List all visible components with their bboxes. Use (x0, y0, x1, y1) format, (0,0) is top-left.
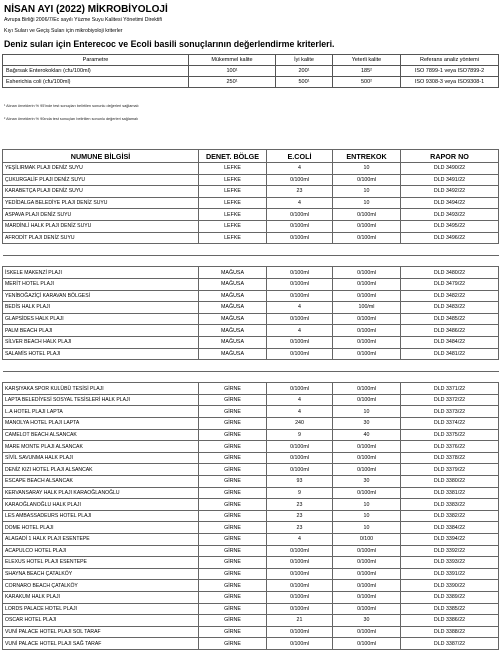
group-spacer-row (3, 255, 499, 267)
ecoli-cell: 0/100ml (267, 290, 333, 302)
results-row (3, 302, 499, 314)
report-no-cell: DLD 3495/22 (401, 220, 499, 232)
report-no-cell: DLD 3481/22 (401, 348, 499, 360)
region-cell: LEFKE (199, 197, 267, 209)
sample-name-cell: OSCAR HOTEL PLAJI (3, 615, 199, 627)
spacer-cell (333, 371, 401, 383)
spacer-cell (3, 360, 199, 372)
sample-name-cell: YEDİDALGA BELEDİYE PLAJI DENİZ SUYU (3, 197, 199, 209)
enterococcus-cell: 0/100ml (333, 290, 401, 302)
good-cell: 200¹ (276, 66, 333, 77)
spacer-cell (267, 255, 333, 267)
region-cell: LEFKE (199, 163, 267, 175)
report-no-cell: DLD 3486/22 (401, 325, 499, 337)
results-row (3, 278, 499, 290)
sample-name-cell: L.A HOTEL PLAJI LAPTA (3, 406, 199, 418)
sample-name-cell: MERİT HOTEL PLAJI (3, 278, 199, 290)
report-no-cell: DLD 3371/22 (401, 383, 499, 395)
ecoli-cell: 23 (267, 522, 333, 534)
report-no-cell: DLD 3385/22 (401, 603, 499, 615)
enterococcus-cell: 0/100ml (333, 278, 401, 290)
report-no-cell: DLD 3392/22 (401, 545, 499, 557)
results-row (3, 476, 499, 488)
results-row (3, 557, 499, 569)
region-cell: GİRNE (199, 615, 267, 627)
region-cell: GİRNE (199, 603, 267, 615)
spacer-cell (267, 371, 333, 383)
region-cell: GİRNE (199, 452, 267, 464)
footnote-95: ¹ Alınan örneklerin % 95'inde test sonuçları belirtilen sonunlu değerleri sağlamalı (4, 104, 139, 108)
ecoli-cell: 4 (267, 163, 333, 175)
report-no-cell: DLD 3390/22 (401, 580, 499, 592)
results-row (3, 545, 499, 557)
ecoli-cell: 0/100ml (267, 580, 333, 592)
sample-name-cell: KARAOĞLANOĞLU HALK PLAJI (3, 499, 199, 511)
report-no-cell: DLD 3391/22 (401, 568, 499, 580)
ecoli-cell: 23 (267, 510, 333, 522)
ecoli-cell: 0/100ml (267, 383, 333, 395)
parameter-cell: Bağırsak Enterokokları (cfu/100ml) (3, 66, 189, 77)
spacer-cell (401, 371, 499, 383)
report-no-cell: DLD 3479/22 (401, 278, 499, 290)
results-row (3, 313, 499, 325)
report-no-cell: DLD 3375/22 (401, 429, 499, 441)
enterococcus-cell: 10 (333, 522, 401, 534)
report-no-cell: DLD 3386/22 (401, 615, 499, 627)
results-row (3, 464, 499, 476)
parameter-cell: Esherichia coli (cfu/100ml) (3, 77, 189, 88)
region-cell: LEFKE (199, 209, 267, 221)
spacer-cell (267, 244, 333, 256)
criteria-header-cell: Mükemmel kalite (189, 55, 276, 66)
report-no-cell: DLD 3485/22 (401, 313, 499, 325)
ecoli-cell: 0/100ml (267, 591, 333, 603)
region-cell: GİRNE (199, 476, 267, 488)
region-cell: MAĞUSA (199, 290, 267, 302)
ecoli-cell: 0/100ml (267, 174, 333, 186)
sample-name-cell: ELEXUS HOTEL PLAJI ESENTEPE (3, 557, 199, 569)
results-header-cell: ENTREKOK (333, 150, 401, 163)
region-cell: LEFKE (199, 232, 267, 244)
results-row (3, 510, 499, 522)
region-cell: GİRNE (199, 464, 267, 476)
method-cell: ISO 9308-3 veya ISO9308-1 (401, 77, 499, 88)
enterococcus-cell: 0/100ml (333, 638, 401, 650)
excellent-cell: 250¹ (189, 77, 276, 88)
results-row (3, 418, 499, 430)
ecoli-cell: 0/100ml (267, 232, 333, 244)
region-cell: GİRNE (199, 545, 267, 557)
sample-name-cell: LORDS PALACE HOTEL PLAJI (3, 603, 199, 615)
sample-name-cell: PALM BEACH PLAJI (3, 325, 199, 337)
region-cell: MAĞUSA (199, 278, 267, 290)
results-row (3, 487, 499, 499)
spacer-cell (3, 244, 199, 256)
results-row (3, 186, 499, 198)
report-no-cell: DLD 3490/22 (401, 163, 499, 175)
results-row (3, 348, 499, 360)
region-cell: GİRNE (199, 591, 267, 603)
results-row (3, 452, 499, 464)
report-no-cell: DLD 3493/22 (401, 209, 499, 221)
ecoli-cell: 0/100ml (267, 336, 333, 348)
sample-name-cell: ESCAPE BEACH ALSANCAK (3, 476, 199, 488)
sample-name-cell: LES AMBASSADEURS HOTEL PLAJI (3, 510, 199, 522)
report-no-cell: DLD 3372/22 (401, 394, 499, 406)
enterococcus-cell: 0/100ml (333, 394, 401, 406)
results-row (3, 336, 499, 348)
sample-name-cell: GLAPSİDES HALK PLAJI (3, 313, 199, 325)
ecoli-cell: 23 (267, 499, 333, 511)
spacer-cell (401, 360, 499, 372)
results-row (3, 163, 499, 175)
criteria-row (3, 66, 499, 77)
criteria-table (2, 54, 499, 88)
results-row (3, 209, 499, 221)
sufficient-cell: 500² (333, 77, 401, 88)
region-cell: GİRNE (199, 487, 267, 499)
ecoli-cell: 0/100ml (267, 278, 333, 290)
enterococcus-cell: 30 (333, 615, 401, 627)
enterococcus-cell: 0/100ml (333, 336, 401, 348)
ecoli-cell: 4 (267, 394, 333, 406)
enterococcus-cell: 40 (333, 429, 401, 441)
enterococcus-cell: 30 (333, 418, 401, 430)
results-row (3, 638, 499, 650)
enterococcus-cell: 10 (333, 406, 401, 418)
ecoli-cell: 0/100ml (267, 267, 333, 279)
ecoli-cell: 93 (267, 476, 333, 488)
report-no-cell: DLD 3383/22 (401, 499, 499, 511)
report-no-cell: DLD 3496/22 (401, 232, 499, 244)
group-spacer-row (3, 371, 499, 383)
region-cell: GİRNE (199, 557, 267, 569)
ecoli-cell: 0/100ml (267, 348, 333, 360)
good-cell: 500¹ (276, 77, 333, 88)
enterococcus-cell: 0/100ml (333, 487, 401, 499)
report-no-cell: DLD 3483/22 (401, 302, 499, 314)
sample-name-cell: BEDİS HALK PLAJI (3, 302, 199, 314)
report-no-cell: DLD 3373/22 (401, 406, 499, 418)
sample-name-cell: YEŞİLIRMAK PLAJI DENİZ SUYU (3, 163, 199, 175)
sample-name-cell: KARABETÇA PLAJI DENİZ SUYU (3, 186, 199, 198)
ecoli-cell: 240 (267, 418, 333, 430)
results-row (3, 615, 499, 627)
region-cell: GİRNE (199, 441, 267, 453)
enterococcus-cell: 10 (333, 197, 401, 209)
report-no-cell: DLD 3494/22 (401, 197, 499, 209)
report-no-cell: DLD 3384/22 (401, 522, 499, 534)
method-cell: ISO 7899-1 veya ISO7899-2 (401, 66, 499, 77)
sample-name-cell: ASPAVA PLAJI DENİZ SUYU (3, 209, 199, 221)
report-no-cell: DLD 3376/22 (401, 441, 499, 453)
ecoli-cell: 4 (267, 534, 333, 546)
page-title: NİSAN AYI (2022) MİKROBİYOLOJİ (4, 4, 168, 15)
ecoli-cell: 0/100ml (267, 441, 333, 453)
enterococcus-cell: 0/100ml (333, 568, 401, 580)
enterococcus-cell: 0/100ml (333, 232, 401, 244)
spacer-cell (401, 244, 499, 256)
ecoli-cell: 21 (267, 615, 333, 627)
criteria-header-cell: İyi kalite (276, 55, 333, 66)
sample-name-cell: AFRODİT PLAJI DENİZ SUYU (3, 232, 199, 244)
ecoli-cell: 9 (267, 487, 333, 499)
spacer-cell (333, 255, 401, 267)
report-no-cell: DLD 3394/22 (401, 534, 499, 546)
ecoli-cell: 0/100ml (267, 557, 333, 569)
criteria-header-row (3, 55, 499, 66)
enterococcus-cell: 0/100 (333, 534, 401, 546)
criteria-header-cell: Yeterli kalite (333, 55, 401, 66)
region-cell: GİRNE (199, 394, 267, 406)
report-no-cell: DLD 3387/22 (401, 638, 499, 650)
ecoli-cell: 0/100ml (267, 568, 333, 580)
results-row (3, 325, 499, 337)
enterococcus-cell: 0/100ml (333, 545, 401, 557)
spacer-cell (333, 360, 401, 372)
results-row (3, 383, 499, 395)
sample-name-cell: MARE MONTE PLAJI ALSANCAK (3, 441, 199, 453)
sample-name-cell: ÇUKURGALİF PLAJI DENİZ SUYU (3, 174, 199, 186)
region-cell: GİRNE (199, 638, 267, 650)
report-no-cell: DLD 3484/22 (401, 336, 499, 348)
ecoli-cell: 23 (267, 186, 333, 198)
enterococcus-cell: 10 (333, 163, 401, 175)
spacer-cell (333, 244, 401, 256)
footnote-90: ² Alınan örneklerin % 90ında test sonuçları belirtilen sonunlu değerleri sağlamalı (4, 117, 139, 121)
results-row (3, 603, 499, 615)
region-cell: GİRNE (199, 522, 267, 534)
results-row (3, 522, 499, 534)
spacer-cell (401, 255, 499, 267)
enterococcus-cell: 0/100ml (333, 603, 401, 615)
enterococcus-cell: 0/100ml (333, 325, 401, 337)
region-cell: MAĞUSA (199, 325, 267, 337)
region-cell: GİRNE (199, 626, 267, 638)
enterococcus-cell: 0/100ml (333, 441, 401, 453)
report-no-cell: DLD 3480/22 (401, 267, 499, 279)
region-cell: GİRNE (199, 406, 267, 418)
sample-name-cell: SHAYNA BEACH ÇATALKÖY (3, 568, 199, 580)
sample-name-cell: YENİBOĞAZİÇİ KARAVAN BÖLGESİ (3, 290, 199, 302)
region-cell: GİRNE (199, 510, 267, 522)
enterococcus-cell: 10 (333, 499, 401, 511)
region-cell: GİRNE (199, 534, 267, 546)
region-cell: LEFKE (199, 220, 267, 232)
results-row (3, 580, 499, 592)
results-row (3, 568, 499, 580)
sample-name-cell: DENİZ KIZI HOTEL PLAJI ALSANCAK (3, 464, 199, 476)
spacer-cell (199, 255, 267, 267)
region-cell: GİRNE (199, 429, 267, 441)
spacer-cell (267, 360, 333, 372)
results-header-cell: E.COLİ (267, 150, 333, 163)
results-row (3, 220, 499, 232)
sample-name-cell: İSKELE MAKENZİ PLAJI (3, 267, 199, 279)
criteria-row (3, 77, 499, 88)
ecoli-cell: 0/100ml (267, 626, 333, 638)
ecoli-cell: 9 (267, 429, 333, 441)
enterococcus-cell: 10 (333, 186, 401, 198)
sample-name-cell: VUNİ PALACE HOTEL PLAJI SAĞ TARAF (3, 638, 199, 650)
sample-name-cell: KERVANSARAY HALK PLAJI KARAOĞLANOĞLU (3, 487, 199, 499)
region-cell: GİRNE (199, 580, 267, 592)
sample-name-cell: DOME HOTEL PLAJI (3, 522, 199, 534)
report-no-cell: DLD 3393/22 (401, 557, 499, 569)
spacer-cell (199, 244, 267, 256)
directive-subtitle: Avrupa Birliği 2006/7/Ec sayılı Yüzme Suyu Kalitesi Yönetimi Direktifi (4, 17, 163, 23)
sample-name-cell: KARŞIYAKA SPOR KULÜBÜ TESİSİ PLAJI (3, 383, 199, 395)
spacer-cell (199, 371, 267, 383)
enterococcus-cell: 0/100ml (333, 626, 401, 638)
region-cell: LEFKE (199, 174, 267, 186)
sample-name-cell: MANOLYA HOTEL PLAJI LAPTA (3, 418, 199, 430)
report-no-cell: DLD 3389/22 (401, 591, 499, 603)
report-no-cell: DLD 3380/22 (401, 476, 499, 488)
sample-name-cell: SİVİL SAVUNMA HALK PLAJI (3, 452, 199, 464)
enterococcus-cell: 0/100ml (333, 464, 401, 476)
results-row (3, 591, 499, 603)
sample-name-cell: CAMELOT BEACH ALSANCAK (3, 429, 199, 441)
results-row (3, 626, 499, 638)
report-no-cell: DLD 3388/22 (401, 626, 499, 638)
enterococcus-cell: 0/100ml (333, 220, 401, 232)
ecoli-cell: 0/100ml (267, 638, 333, 650)
enterococcus-cell: 0/100ml (333, 174, 401, 186)
ecoli-cell: 0/100ml (267, 313, 333, 325)
enterococcus-cell: 0/100ml (333, 348, 401, 360)
region-cell: MAĞUSA (199, 336, 267, 348)
results-header-cell: DENET. BÖLGE (199, 150, 267, 163)
results-header-cell: NUMUNE BİLGİSİ (3, 150, 199, 163)
sample-name-cell: MARDİNLİ HALK PLAJI DENİZ SUYU (3, 220, 199, 232)
enterococcus-cell: 30 (333, 476, 401, 488)
enterococcus-cell: 100/ml (333, 302, 401, 314)
sample-name-cell: SALAMİS HOTEL PLAJI (3, 348, 199, 360)
sample-name-cell: KARAKUM HALK PLAJI (3, 591, 199, 603)
report-no-cell: DLD 3382/22 (401, 510, 499, 522)
report-no-cell: DLD 3492/22 (401, 186, 499, 198)
spacer-cell (3, 255, 199, 267)
sample-name-cell: LAPTA BELEDİYESİ SOSYAL TESİSLERİ HALK PLAJI (3, 394, 199, 406)
sufficient-cell: 185² (333, 66, 401, 77)
ecoli-cell: 4 (267, 197, 333, 209)
results-row (3, 429, 499, 441)
results-row (3, 267, 499, 279)
region-cell: GİRNE (199, 418, 267, 430)
ecoli-cell: 0/100ml (267, 452, 333, 464)
results-row (3, 174, 499, 186)
results-row (3, 290, 499, 302)
ecoli-cell: 0/100ml (267, 603, 333, 615)
sample-name-cell: VUNİ PALACE HOTEL PLAJI SOL TARAF (3, 626, 199, 638)
sample-name-cell: CORNARO BEACH ÇATALKÖY (3, 580, 199, 592)
results-row (3, 232, 499, 244)
enterococcus-cell: 0/100ml (333, 452, 401, 464)
report-no-cell: DLD 3491/22 (401, 174, 499, 186)
ecoli-cell: 4 (267, 406, 333, 418)
results-row (3, 499, 499, 511)
report-no-cell: DLD 3374/22 (401, 418, 499, 430)
spacer-cell (3, 371, 199, 383)
results-row (3, 197, 499, 209)
enterococcus-cell: 0/100ml (333, 580, 401, 592)
ecoli-cell: 0/100ml (267, 545, 333, 557)
ecoli-cell: 4 (267, 302, 333, 314)
criteria-heading: Deniz suları için Enterecoc ve Ecoli basili sonuçlarının değerlendirme kriterleri. (4, 39, 335, 49)
enterococcus-cell: 0/100ml (333, 267, 401, 279)
results-table (2, 149, 499, 650)
ecoli-cell: 0/100ml (267, 220, 333, 232)
excellent-cell: 100¹ (189, 66, 276, 77)
group-spacer-row (3, 244, 499, 256)
results-row (3, 441, 499, 453)
region-cell: GİRNE (199, 383, 267, 395)
results-row (3, 534, 499, 546)
sample-name-cell: SİLVER BEACH HALK PLAJI (3, 336, 199, 348)
criteria-subtitle: Kıyı Suları ve Geçiş Suları için mikrobiyoloji kriterler (4, 28, 123, 34)
criteria-header-cell: Parametre (3, 55, 189, 66)
ecoli-cell: 0/100ml (267, 464, 333, 476)
results-header-row (3, 150, 499, 163)
results-row (3, 406, 499, 418)
ecoli-cell: 4 (267, 325, 333, 337)
region-cell: GİRNE (199, 568, 267, 580)
region-cell: MAĞUSA (199, 267, 267, 279)
ecoli-cell: 0/100ml (267, 209, 333, 221)
region-cell: MAĞUSA (199, 348, 267, 360)
region-cell: MAĞUSA (199, 313, 267, 325)
enterococcus-cell: 0/100ml (333, 557, 401, 569)
report-no-cell: DLD 3381/22 (401, 487, 499, 499)
sample-name-cell: ALAGADİ 1 HALK PLAJI ESENTEPE (3, 534, 199, 546)
results-header-cell: RAPOR NO (401, 150, 499, 163)
region-cell: MAĞUSA (199, 302, 267, 314)
enterococcus-cell: 0/100ml (333, 591, 401, 603)
region-cell: GİRNE (199, 499, 267, 511)
enterococcus-cell: 0/100ml (333, 313, 401, 325)
report-no-cell: DLD 3379/22 (401, 464, 499, 476)
region-cell: LEFKE (199, 186, 267, 198)
criteria-header-cell: Referans analiz yöntemi (401, 55, 499, 66)
report-no-cell: DLD 3482/22 (401, 290, 499, 302)
spacer-cell (199, 360, 267, 372)
results-row (3, 394, 499, 406)
enterococcus-cell: 10 (333, 510, 401, 522)
group-spacer-row (3, 360, 499, 372)
enterococcus-cell: 0/100ml (333, 383, 401, 395)
sample-name-cell: ACAPULCO HOTEL PLAJI (3, 545, 199, 557)
enterococcus-cell: 0/100ml (333, 209, 401, 221)
report-no-cell: DLD 3378/22 (401, 452, 499, 464)
